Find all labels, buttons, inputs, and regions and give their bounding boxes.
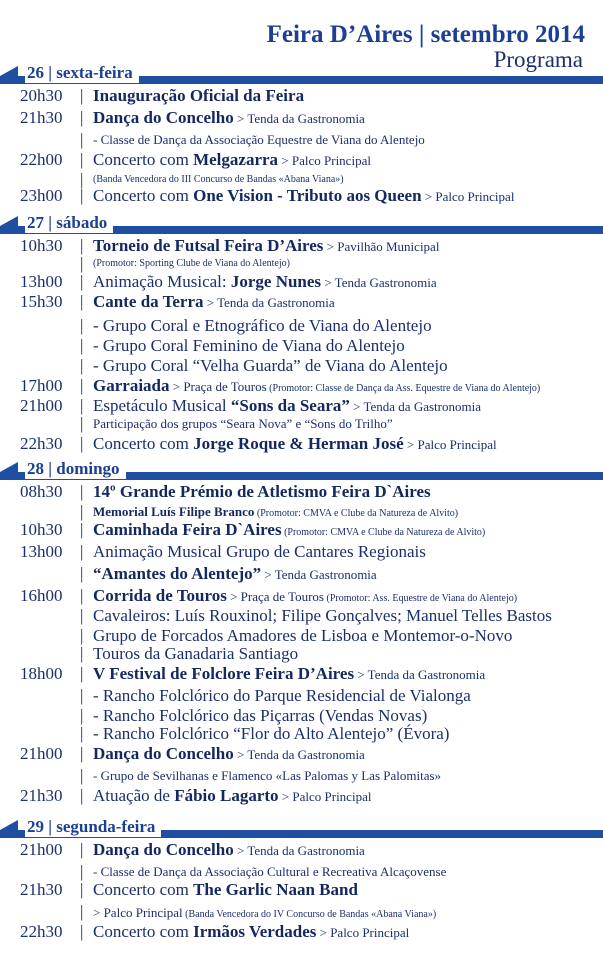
time-separator: | [80,376,84,395]
event-text: 14º Grande Prémio de Atletismo Feira D`Aires [93,482,431,501]
time-separator: | [80,862,84,881]
event-text: Dança do Concelho > Tenda da Gastronomia [93,744,365,763]
event-text: Concerto com One Vision - Tributo aos Queen > Palco Principal [93,186,515,205]
time-separator: | [80,644,84,663]
event-text: - Classe de Dança da Associação Cultural e Recreativa Alcaçovense [93,864,447,879]
time-separator: | [80,316,84,335]
time-separator: | [80,414,84,433]
event-text: Cante da Terra > Tenda da Gastronomia [93,292,335,311]
time-separator: | [80,254,84,273]
day-label: 26 | sexta-feira [25,63,139,83]
time-separator: | [80,902,84,921]
event-text: Garraiada > Praça de Touros (Promotor: Classe de Dança da Ass. Equestre de Viana do Alentejo) [93,376,541,395]
time-separator: | [80,766,84,785]
time-separator: | [80,272,84,291]
time-separator: | [80,586,84,605]
event-time: 20h30 [20,86,63,105]
event-time: 23h00 [20,186,63,205]
event-time: 21h00 [20,744,63,763]
event-text: Touros da Ganadaria Santiago [93,644,299,663]
event-time: 22h30 [20,922,63,941]
event-time: 21h30 [20,108,63,127]
time-separator: | [80,130,84,149]
event-time: 18h00 [20,664,63,683]
event-text: - Rancho Folclórico das Piçarras (Vendas Novas) [93,706,428,725]
event-time: 21h30 [20,786,63,805]
day-label: 29 | segunda-feira [25,817,161,837]
event-text: (Banda Vencedora do III Concurso de Bandas «Abana Viana») [93,174,344,185]
event-time: 22h00 [20,150,63,169]
page-title: Feira D’Aires | setembro 2014 [266,21,585,48]
event-text: - Rancho Folclórico do Parque Residencial de Vialonga [93,686,471,705]
time-separator: | [80,236,84,255]
page-subtitle: Programa [493,47,583,72]
event-time: 13h00 [20,272,63,291]
event-text: Animação Musical: Jorge Nunes > Tenda Gastronomia [93,272,437,291]
event-text: Animação Musical Grupo de Cantares Regionais [93,542,426,561]
event-text: Concerto com Irmãos Verdades > Palco Principal [93,922,410,941]
time-separator: | [80,150,84,169]
event-text: > Palco Principal (Banda Vencedora do IV Concurso de Bandas «Abana Viana») [93,905,437,920]
time-separator: | [80,922,84,941]
event-text: Concerto com Melgazarra > Palco Principal [93,150,371,169]
event-text: Dança do Concelho > Tenda da Gastronomia [93,108,365,127]
time-separator: | [80,108,84,127]
event-time: 10h30 [20,236,63,255]
event-text: Participação dos grupos “Seara Nova” e “Sons do Trilho” [93,416,393,431]
time-separator: | [80,744,84,763]
time-separator: | [80,724,84,743]
time-separator: | [80,542,84,561]
time-separator: | [80,186,84,205]
time-separator: | [80,502,84,521]
time-separator: | [80,626,84,645]
event-time: 17h00 [20,376,63,395]
time-separator: | [80,840,84,859]
time-separator: | [80,706,84,725]
time-separator: | [80,356,84,375]
event-text: Espetáculo Musical “Sons da Seara” > Tenda da Gastronomia [93,396,481,415]
event-time: 21h00 [20,396,63,415]
event-text: - Grupo de Sevilhanas e Flamenco «Las Palomas y Las Palomitas» [93,768,442,783]
time-separator: | [80,434,84,453]
event-time: 10h30 [20,520,63,539]
event-text: (Promotor: Sporting Clube de Viana do Alentejo) [93,258,290,269]
event-time: 15h30 [20,292,63,311]
time-separator: | [80,786,84,805]
time-separator: | [80,292,84,311]
time-separator: | [80,686,84,705]
time-separator: | [80,520,84,539]
event-text: - Grupo Coral Feminino de Viana do Alentejo [93,336,405,355]
event-time: 13h00 [20,542,63,561]
event-text: V Festival de Folclore Feira D’Aires > Tenda da Gastronomia [93,664,486,683]
event-text: Torneio de Futsal Feira D’Aires > Pavilhão Municipal [93,236,440,255]
event-text: Caminhada Feira D`Aires (Promotor: CMVA e Clube da Natureza de Alvito) [93,520,486,539]
event-text: Inauguração Oficial da Feira [93,86,305,105]
time-separator: | [80,880,84,899]
event-time: 21h30 [20,880,63,899]
event-time: 22h30 [20,434,63,453]
event-text: Corrida de Touros > Praça de Touros (Promotor: Ass. Equestre de Viana do Alentejo) [93,586,518,605]
event-text: Concerto com Jorge Roque & Herman José > Palco Principal [93,434,497,453]
time-separator: | [80,482,84,501]
time-separator: | [80,606,84,625]
time-separator: | [80,396,84,415]
event-text: - Rancho Folclórico “Flor do Alto Alentejo” (Évora) [93,724,450,743]
event-text: Grupo de Forcados Amadores de Lisboa e Montemor-o-Novo [93,626,513,645]
event-text: Concerto com The Garlic Naan Band [93,880,358,899]
time-separator: | [80,336,84,355]
time-separator: | [80,664,84,683]
time-separator: | [80,170,84,189]
day-label: 27 | sábado [25,213,113,233]
event-text: - Grupo Coral e Etnográfico de Viana do Alentejo [93,316,432,335]
event-text: Atuação de Fábio Lagarto > Palco Principal [93,786,372,805]
time-separator: | [80,86,84,105]
event-time: 21h00 [20,840,63,859]
event-text: “Amantes do Alentejo” > Tenda Gastronomia [93,564,377,583]
event-text: Cavaleiros: Luís Rouxinol; Filipe Gonçalves; Manuel Telles Bastos [93,606,552,625]
event-text: Dança do Concelho > Tenda da Gastronomia [93,840,365,859]
event-time: 16h00 [20,586,63,605]
event-text: - Classe de Dança da Associação Equestre de Viana do Alentejo [93,132,425,147]
event-time: 08h30 [20,482,63,501]
time-separator: | [80,564,84,583]
event-text: Memorial Luís Filipe Branco (Promotor: CMVA e Clube da Natureza de Alvito) [93,504,459,519]
event-text: - Grupo Coral “Velha Guarda” de Viana do Alentejo [93,356,448,375]
day-label: 28 | domingo [25,459,126,479]
